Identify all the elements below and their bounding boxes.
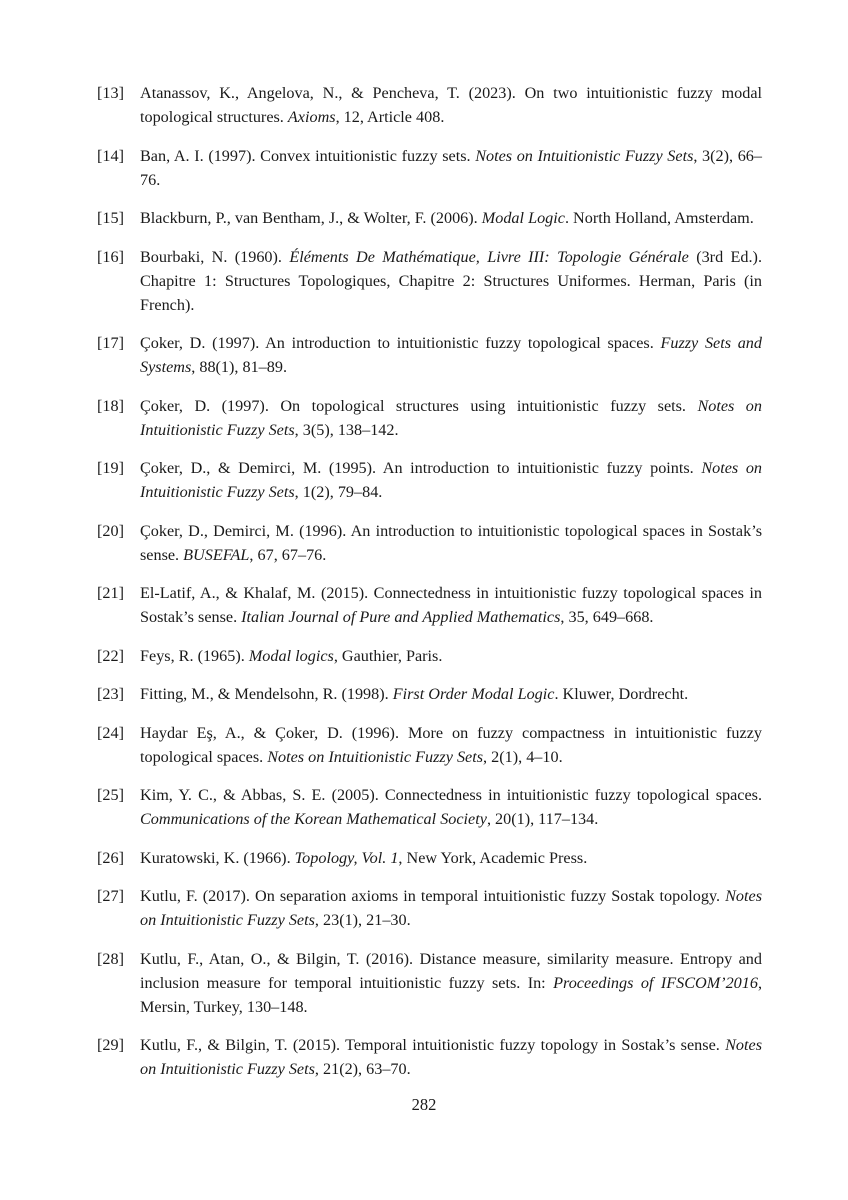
reference-number: [22] — [97, 646, 124, 665]
reference-text-segment: Kutlu, F., & Bilgin, T. (2015). Temporal intuitionistic fuzzy topology in Sostak’s sense. — [140, 1036, 726, 1054]
reference-text — [140, 459, 762, 501]
reference-number: [16] — [97, 247, 124, 266]
reference-text — [140, 685, 688, 703]
reference-item — [97, 456, 762, 504]
reference-text-segment: Kutlu, F. (2017). On separation axioms in temporal intuitionistic fuzzy Sostak topology. — [140, 887, 726, 905]
reference-title-italic: Notes on Intuitionistic Fuzzy Sets — [140, 459, 763, 501]
reference-text-segment: Blackburn, P., van Bentham, J., & Wolter, F. (2006). — [140, 209, 482, 227]
reference-text-segment: , Gauthier, Paris. — [333, 646, 443, 665]
reference-number: [28] — [97, 949, 124, 968]
reference-title-italic: Éléments De Mathématique, Livre III: Topologie Générale — [289, 247, 689, 266]
reference-number: [27] — [97, 887, 124, 905]
reference-text-segment: Kim, Y. C., & Abbas, S. E. (2005). Connectedness in intuitionistic fuzzy topological spaces. — [140, 786, 762, 804]
reference-list — [97, 81, 762, 1096]
reference-title-italic: Proceedings of IFSCOM’2016 — [553, 973, 758, 992]
reference-text — [140, 950, 762, 1016]
reference-number: [19] — [97, 459, 124, 477]
reference-text-segment: Haydar Eş, A., & Çoker, D. (1996). More on fuzzy compactness in intuitionistic fuzzy topological spaces. — [140, 723, 762, 766]
reference-title-italic: Notes on Intuitionistic Fuzzy Sets — [267, 747, 484, 766]
reference-text-segment: , 23(1), 21–30. — [314, 911, 411, 929]
reference-number: [14] — [97, 146, 124, 165]
reference-text-segment: Çoker, D. (1997). An introduction to intuitionistic fuzzy topological spaces. — [140, 334, 661, 352]
reference-text-segment: Çoker, D. (1997). On topological structures using intuitionistic fuzzy sets. — [140, 396, 698, 415]
reference-item — [97, 721, 762, 769]
reference-text — [140, 397, 762, 439]
reference-text-segment: , 1(2), 79–84. — [294, 483, 383, 501]
reference-number: [15] — [97, 209, 124, 227]
reference-text — [140, 334, 762, 376]
reference-number: [26] — [97, 848, 124, 867]
reference-item — [97, 846, 762, 870]
reference-item — [97, 144, 762, 192]
reference-text — [140, 1036, 762, 1078]
reference-item — [97, 81, 762, 129]
reference-text-segment: El-Latif, A., & Khalaf, M. (2015). Connectedness in intuitionistic fuzzy topological spaces in Sostak’s sense. — [140, 584, 762, 626]
reference-text — [140, 84, 762, 126]
reference-text-segment: Kutlu, F., Atan, O., & Bilgin, T. (2016). Distance measure, similarity measure. Entropy and inclusion measure for temporal intuitionistic fuzzy sets. In: — [140, 949, 762, 992]
reference-text — [140, 647, 442, 665]
reference-text-segment: , 3(2), 66–76. — [140, 146, 762, 189]
reference-title-italic: First Order Modal Logic — [392, 685, 555, 703]
reference-item — [97, 783, 762, 831]
reference-text-segment: , 88(1), 81–89. — [191, 358, 288, 376]
page-number: 282 — [411, 1095, 437, 1114]
reference-number: [21] — [97, 584, 124, 602]
reference-text — [140, 248, 762, 314]
reference-item — [97, 394, 762, 442]
reference-item — [97, 1033, 762, 1081]
reference-text-segment: Kuratowski, K. (1966). — [140, 848, 295, 867]
reference-title-italic: Italian Journal of Pure and Applied Mathematics — [241, 608, 561, 626]
reference-number: [25] — [97, 786, 124, 804]
reference-title-italic: Modal Logic — [481, 209, 565, 227]
reference-item — [97, 581, 762, 629]
reference-item — [97, 947, 762, 1019]
reference-number: [18] — [97, 396, 124, 415]
reference-number: [20] — [97, 521, 124, 540]
reference-item — [97, 206, 762, 230]
reference-text-segment: , 21(2), 63–70. — [314, 1060, 411, 1078]
reference-title-italic: Notes on Intuitionistic Fuzzy Sets — [140, 396, 762, 439]
reference-text-segment: , 3(5), 138–142. — [294, 420, 399, 439]
reference-item — [97, 884, 762, 932]
reference-title-italic: Notes on Intuitionistic Fuzzy Sets — [140, 887, 762, 929]
reference-title-italic: Notes on Intuitionistic Fuzzy Sets — [475, 146, 694, 165]
reference-text-segment: , 67, 67–76. — [249, 545, 327, 564]
reference-number: [13] — [97, 84, 124, 102]
reference-text-segment: Çoker, D., Demirci, M. (1996). An introduction to intuitionistic topological spaces in Sostak’s sense. — [140, 521, 762, 564]
reference-item — [97, 644, 762, 668]
reference-text-segment: , New York, Academic Press. — [398, 848, 588, 867]
reference-text-segment: Atanassov, K., Angelova, N., & Pencheva, T. (2023). On two intuitionistic fuzzy modal topological structures. — [140, 84, 762, 126]
reference-text-segment: . Kluwer, Dordrecht. — [554, 685, 689, 703]
reference-text — [140, 724, 762, 766]
reference-item — [97, 682, 762, 706]
reference-number: [29] — [97, 1036, 124, 1054]
reference-text — [140, 887, 762, 929]
reference-title-italic: Topology, Vol. 1 — [294, 848, 399, 867]
reference-text — [140, 584, 762, 626]
reference-text-segment: Feys, R. (1965). — [140, 646, 249, 665]
reference-text — [140, 522, 762, 564]
reference-text — [140, 147, 762, 189]
reference-text — [140, 849, 587, 867]
reference-number: [24] — [97, 723, 124, 742]
reference-item — [97, 331, 762, 379]
reference-item — [97, 519, 762, 567]
reference-text-segment: Bourbaki, N. (1960). — [140, 247, 290, 266]
reference-text-segment: Fitting, M., & Mendelsohn, R. (1998). — [140, 685, 393, 703]
reference-text-segment: , Mersin, Turkey, 130–148. — [140, 973, 762, 1016]
reference-text — [140, 209, 754, 227]
reference-text-segment: , 35, 649–668. — [560, 608, 654, 626]
reference-text-segment: Çoker, D., & Demirci, M. (1995). An introduction to intuitionistic fuzzy points. — [140, 459, 702, 477]
reference-title-italic: Axioms — [287, 108, 336, 126]
reference-title-italic: Communications of the Korean Mathematical Society — [140, 810, 487, 828]
reference-title-italic: BUSEFAL — [183, 545, 250, 564]
reference-text-segment: , 20(1), 117–134. — [486, 810, 599, 828]
reference-title-italic: Modal logics — [248, 646, 334, 665]
reference-text-segment: , 2(1), 4–10. — [483, 747, 563, 766]
reference-title-italic: Fuzzy Sets and Systems — [140, 334, 762, 376]
reference-number: [23] — [97, 685, 124, 703]
reference-text — [140, 786, 762, 828]
reference-number: [17] — [97, 334, 124, 352]
reference-text-segment: (3rd Ed.). Chapitre 1: Structures Topologiques, Chapitre 2: Structures Uniformes. Herman, Paris (in French). — [140, 247, 762, 314]
reference-title-italic: Notes on Intuitionistic Fuzzy Sets — [140, 1036, 762, 1078]
reference-item — [97, 245, 762, 317]
reference-text-segment: . North Holland, Amsterdam. — [564, 209, 754, 227]
reference-text-segment: Ban, A. I. (1997). Convex intuitionistic fuzzy sets. — [140, 146, 476, 165]
reference-text-segment: , 12, Article 408. — [335, 108, 445, 126]
